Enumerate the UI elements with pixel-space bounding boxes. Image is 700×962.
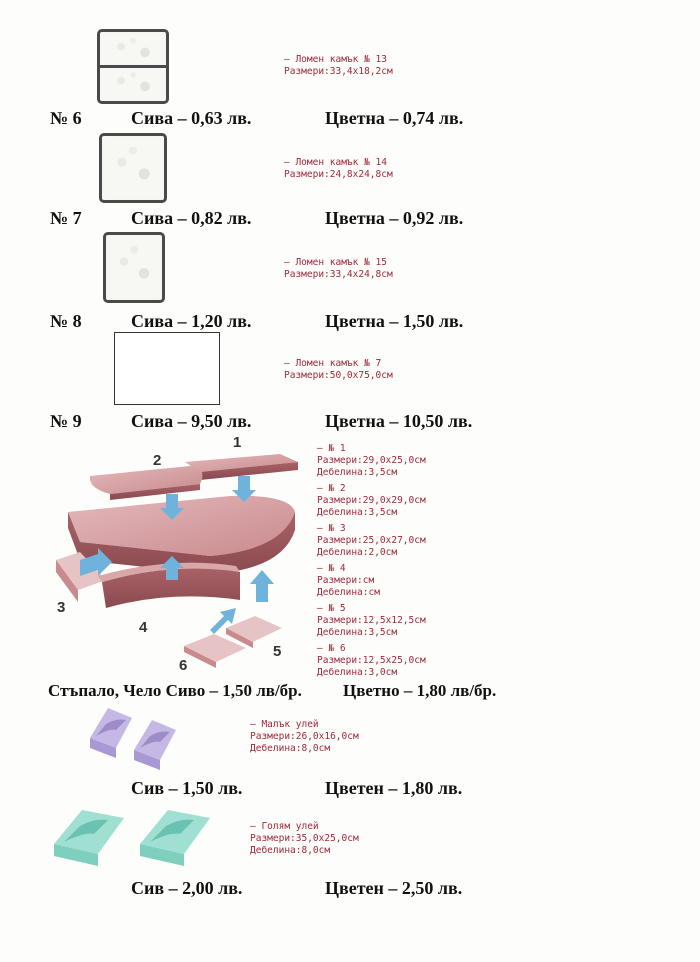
item-desc: – Ломен камък № 15 [284,257,387,268]
part-title: – № 5 [317,603,346,614]
part-title: – № 3 [317,523,346,534]
part-dims: Размери:29,0х29,0см [317,495,426,506]
stair-label-6: 6 [179,657,188,674]
part-dims: Размери:см [317,575,375,586]
stairs-diagram [50,432,305,672]
mold-image-14 [99,133,167,203]
item-dims: Размери:24,8х24,8см [284,169,393,180]
part-thick: Дебелина:3,0см [317,667,398,678]
gutter-price-grey: Сив – 2,00 лв. [131,878,243,898]
part-title: – № 6 [317,643,346,654]
price-grey: Сива – 0,82 лв. [131,208,252,228]
gutter-price-color: Цветен – 1,80 лв. [325,778,463,798]
stair-parts-list [317,443,426,679]
part-thick: Дебелина:3,5см [317,507,398,518]
gutter-thick: Дебелина:8,0см [250,743,331,754]
item-desc: – Ломен камък № 7 [284,358,382,369]
part-title: – № 1 [317,443,346,454]
price-grey: Сива – 9,50 лв. [131,411,252,431]
item-desc: – Ломен камък № 14 [284,157,387,168]
price-color: Цветна – 10,50 лв. [325,411,473,431]
price-color: Цветна – 1,50 лв. [325,311,464,331]
part-thick: Дебелина:2,0см [317,547,398,558]
part-thick: Дебелина:см [317,587,380,598]
item-number: № 6 [50,108,82,128]
price-color: Цветна – 0,74 лв. [325,108,464,128]
item-dims: Размери:50,0х75,0см [284,370,393,381]
small-gutter-image [86,700,196,770]
part-dims: Размери:29,0х25,0см [317,455,426,466]
price-grey: Сива – 0,63 лв. [131,108,252,128]
item-number: № 9 [50,411,82,431]
stair-label-2: 2 [153,452,162,469]
gutter-title: – Малък улей [250,719,319,730]
large-gutter-image [50,800,230,880]
gutter-thick: Дебелина:8,0см [250,845,331,856]
gutter-price-color: Цветен – 2,50 лв. [325,878,463,898]
gutter-title: – Голям улей [250,821,319,832]
mold-image-15 [103,232,165,303]
part-dims: Размери:12,5х25,0см [317,655,426,666]
stair-label-4: 4 [139,619,148,636]
part-title: – № 2 [317,483,346,494]
gutter-dims: Размери:35,0х25,0см [250,833,359,844]
part-title: – № 4 [317,563,346,574]
part-dims: Размери:25,0х27,0см [317,535,426,546]
gutter-price-grey: Сив – 1,50 лв. [131,778,243,798]
mold-image-13 [97,29,169,104]
stairs-price-color: Цветно – 1,80 лв/бр. [343,681,497,700]
gutter-dims: Размери:26,0х16,0см [250,731,359,742]
item-dims: Размери:33,4х18,2см [284,66,393,77]
part-thick: Дебелина:3,5см [317,627,398,638]
stair-label-5: 5 [273,643,282,660]
item-desc: – Ломен камък № 13 [284,54,387,65]
mold-image-7 [114,332,220,405]
item-dims: Размери:33,4х24,8см [284,269,393,280]
stair-label-3: 3 [57,599,66,616]
item-number: № 7 [50,208,82,228]
price-grey: Сива – 1,20 лв. [131,311,252,331]
part-thick: Дебелина:3,5см [317,467,398,478]
stair-label-1: 1 [233,434,242,451]
part-dims: Размери:12,5х12,5см [317,615,426,626]
price-color: Цветна – 0,92 лв. [325,208,464,228]
stairs-price-grey: Стъпало, Чело Сиво – 1,50 лв/бр. [48,681,302,700]
item-number: № 8 [50,311,82,331]
